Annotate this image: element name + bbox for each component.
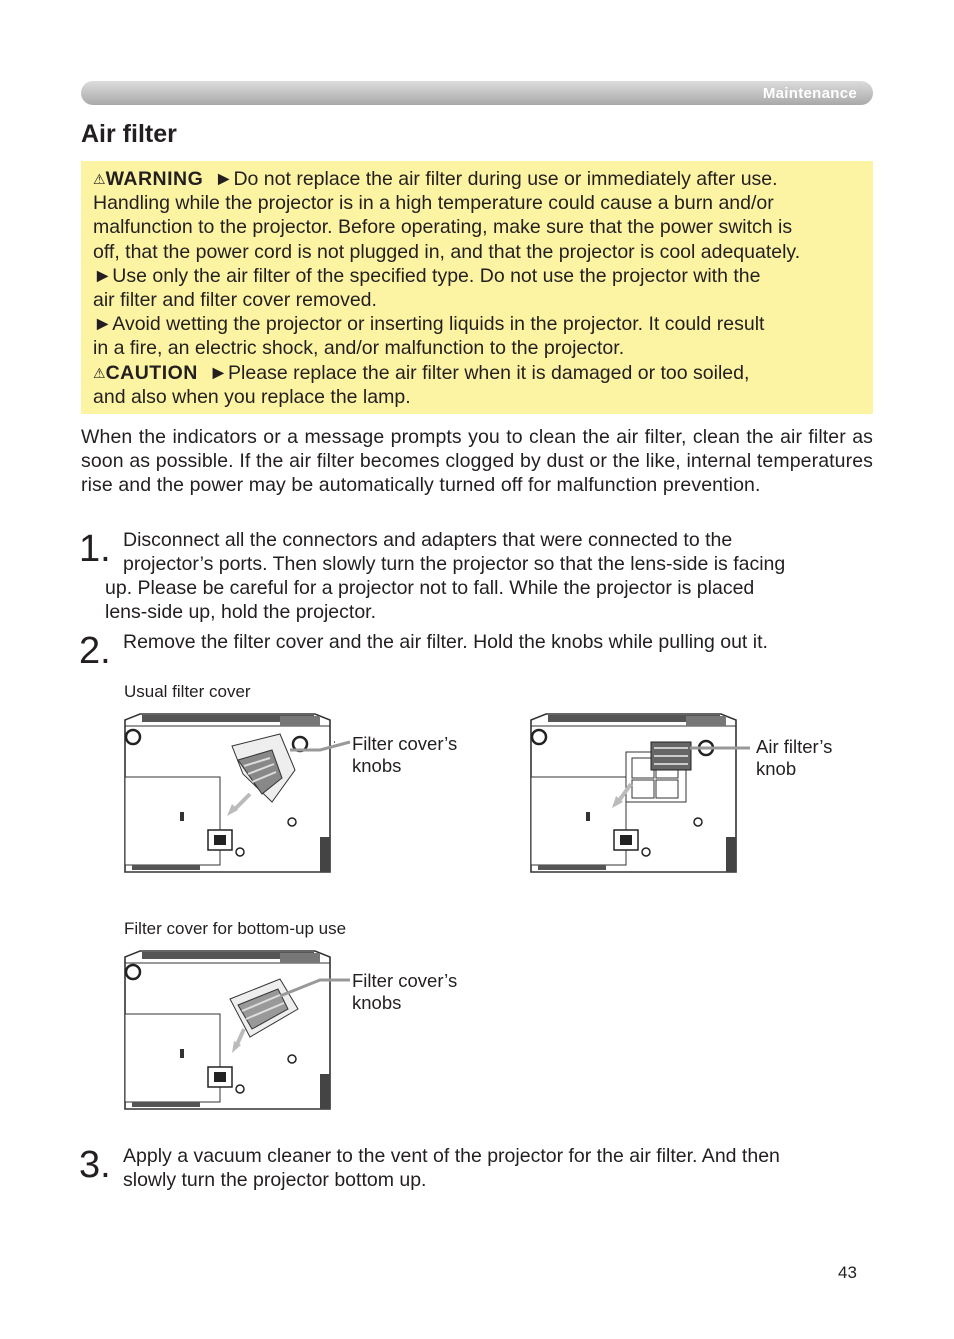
warning-line: in a fire, an electric shock, and/or malfunction to the projector. [93, 337, 625, 360]
section-label: Maintenance [762, 85, 857, 102]
callout-label: Filter cover’s knobs [352, 970, 458, 1013]
step-text: Apply a vacuum cleaner to the vent of the projector for the air filter. And then [123, 1145, 780, 1167]
caution-triangle-icon: ⚠ [93, 364, 106, 381]
step-text: projector’s ports. Then slowly turn the projector so that the lens-side is facing [123, 553, 786, 575]
warning-line: ►Use only the air filter of the specified type. Do not use the projector with the [93, 264, 761, 287]
warning-line: off, that the power cord is not plugged in, and that the projector is cool adequately. [93, 240, 801, 263]
caution-line: ►Please replace the air filter when it is damaged or too soiled, [208, 361, 750, 384]
step-number: 1. [79, 528, 111, 570]
warning-box [81, 161, 873, 414]
callout-label: Filter cover’s knobs [352, 733, 458, 776]
intro-paragraph: When the indicators or a message prompts you to clean the air filter, clean the air filter as soon as possible. If the air filter becomes clogged by dust or the like, internal temperatures rise and the power may be automatically turned off for malfunction prevention. [81, 426, 873, 497]
warning-keyword: WARNING [105, 168, 204, 190]
figure-caption-bottomup: Filter cover for bottom-up use [124, 919, 347, 938]
page-title: Air filter [81, 120, 177, 148]
callout-line [690, 738, 754, 758]
step-number: 3. [79, 1144, 111, 1186]
warning-line: ►Avoid wetting the projector or inserting liquids in the projector. It could result [93, 313, 765, 336]
callout-line [290, 738, 354, 758]
warning-line: malfunction to the projector. Before operating, make sure that the power switch is [93, 216, 793, 239]
warning-line: Handling while the projector is in a high temperature could cause a burn and/or [93, 192, 774, 215]
section-header-bar [81, 81, 873, 105]
step-text: Remove the filter cover and the air filter. Hold the knobs while pulling out it. [123, 631, 768, 653]
callout-label: Air filter’s knob [756, 736, 833, 779]
step-text: up. Please be careful for a projector not to fall. While the projector is placed [105, 577, 755, 599]
step-text: lens-side up, hold the projector. [105, 601, 377, 623]
page-number: 43 [838, 1263, 857, 1282]
callout-line [280, 974, 354, 1004]
warning-line: ►Do not replace the air filter during use or immediately after use. [214, 168, 778, 190]
projector-filter-cover-illustration [120, 712, 335, 878]
step-text: slowly turn the projector bottom up. [123, 1169, 427, 1191]
caution-keyword: CAUTION [105, 361, 198, 384]
warning-triangle-icon: ⚠ [93, 171, 106, 187]
step-number: 2. [79, 630, 111, 672]
projector-air-filter-illustration [526, 712, 741, 878]
warning-line: air filter and filter cover removed. [93, 289, 377, 312]
figure-caption-usual: Usual filter cover [124, 682, 251, 701]
step-text: Disconnect all the connectors and adapters that were connected to the [123, 529, 733, 551]
caution-line: and also when you replace the lamp. [93, 385, 411, 408]
